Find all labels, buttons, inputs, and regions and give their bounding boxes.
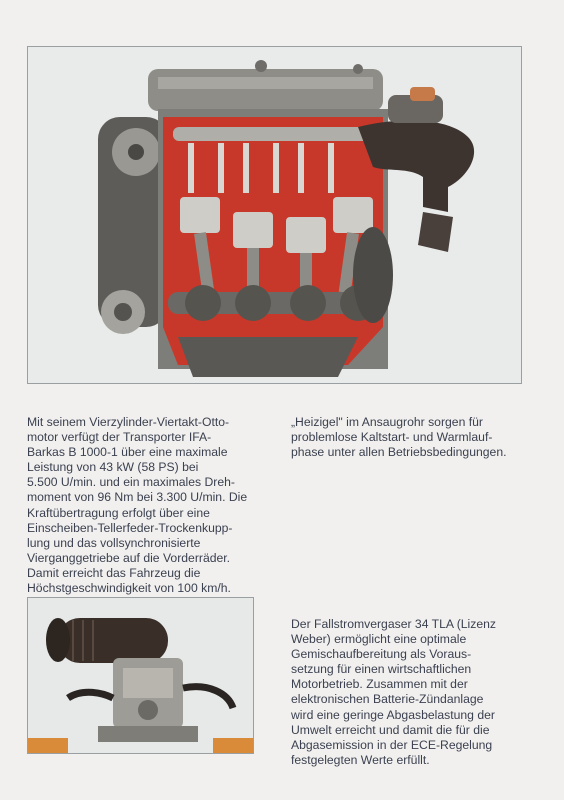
carburetor-text-column <box>291 617 521 768</box>
engine-cutaway-image <box>27 46 522 384</box>
carburetor-paragraph: Der Fallstromvergaser 34 TLA (Lizenz Weber) ermöglicht eine optimale Gemischaufbereitung als Voraus- setzung für einen wirtschaftlichen Motorbetrieb. Zusammen mit der elektronischen Batterie-Zündanlage wird eine geringe Abgasbelastung der Umwelt erreicht und damit die für die Abgasemission in der ECE-Regelung festgelegten Werte erfüllt. <box>291 617 497 767</box>
engine-description-paragraph: Mit seinem Vierzylinder-Viertakt-Otto- motor verfügt der Transporter IFA- Barkas B 1000-1 über eine maximale Leistung von 43 kW (58 PS) bei 5.500 U/min. und ein maximales Dreh- moment von 96 Nm bei 3.300 U/min. Die Kraftübertragung erfolgt über eine Einscheiben-Tellerfeder-Trockenkupp- lung und das vollsynchronisierte Vierganggetriebe auf die Vorderräder. Damit erreicht das Fahrzeug die Höchstgeschwindigkeit von 100 km/h. <box>27 415 248 596</box>
intro-text-column <box>27 415 262 611</box>
continuation-text-column <box>291 415 521 460</box>
heizigel-paragraph: „Heizigel" im Ansaugrohr sorgen für problemlose Kaltstart- und Warmlauf- phase unter allen Betriebsbedingungen. <box>291 415 507 460</box>
carburetor-image <box>27 597 254 754</box>
